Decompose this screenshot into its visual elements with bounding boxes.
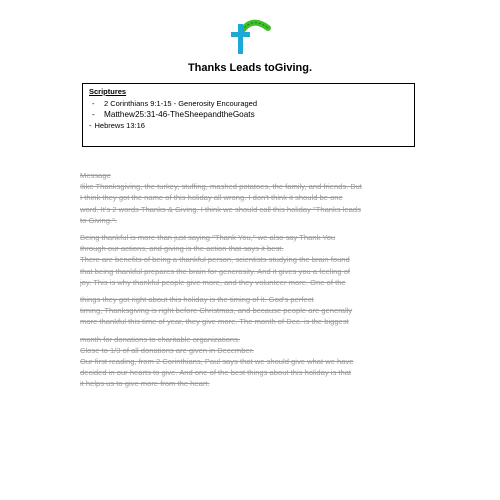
message-line: that being thankful prepares the brain for generosity. And it gives you a feeling of bbox=[80, 266, 351, 276]
message-line: Ilike Thanksgiving, the turkey, stuffing, mashed potatoes, the family, and friends. But bbox=[80, 182, 362, 192]
message-line: timing, Thanksgiving is right before Christmas, and because people are generally bbox=[80, 306, 353, 316]
message-line: I think they got the name of this holiday all wrong. I don't think it should be one bbox=[80, 193, 343, 203]
message-line: it helps us to give more from the heart. bbox=[80, 379, 210, 389]
scriptures-box bbox=[82, 83, 415, 147]
message-line: decided in our hearts to give. And one of the best things about this holiday is that bbox=[80, 368, 352, 378]
scripture-item bbox=[89, 120, 408, 131]
message-line: more thankful this time of year, they give more. The month of Dec. is the biggest bbox=[80, 317, 349, 327]
scripture-item bbox=[89, 109, 408, 120]
message-line: to Giving.". bbox=[80, 215, 117, 225]
scripture-text: Matthew25:31-46-TheSheepandtheGoats bbox=[104, 110, 255, 119]
message-line: Close to 1/3 of all donations are given in December. bbox=[80, 345, 254, 355]
bullet: - bbox=[92, 110, 95, 119]
scripture-item bbox=[89, 98, 408, 109]
page-title: Thanks Leads toGiving. bbox=[187, 62, 313, 74]
message-line: through our actions, and giving is the action that says it best. bbox=[80, 244, 284, 254]
bullet: - bbox=[89, 121, 92, 130]
scripture-text: 2 Corinthians 9:1-15 - Generosity Encouraged bbox=[104, 99, 258, 108]
scriptures-heading: Scriptures bbox=[89, 87, 127, 96]
message-line: joy. This is why thankful people give more, and they volunteer more. One of the bbox=[80, 277, 346, 287]
message-section bbox=[80, 170, 432, 390]
message-line: word. It's 2 words Thanks & Giving. I think we should call this holiday "Thanks leads bbox=[80, 204, 361, 214]
message-body bbox=[80, 181, 432, 389]
scripture-text: Hebrews 13:16 bbox=[94, 121, 145, 130]
message-line: month for donations to charitable organizations. bbox=[80, 334, 240, 344]
message-line: things they got right about this holiday is the timing of it. God's perfect bbox=[80, 295, 314, 305]
message-heading: Message bbox=[80, 171, 111, 180]
message-line: Being thankful is more than just saying "Thank You," we also say Thank You bbox=[80, 233, 336, 243]
bullet: - bbox=[92, 99, 95, 108]
cross-icon bbox=[228, 18, 276, 56]
message-line: There are benefits of being a thankful person, scientists studying the brain found bbox=[80, 255, 350, 265]
logo bbox=[228, 18, 276, 56]
message-line: Our first reading, from 2 Corinthians, Paul says that we should give what we have bbox=[80, 357, 354, 367]
